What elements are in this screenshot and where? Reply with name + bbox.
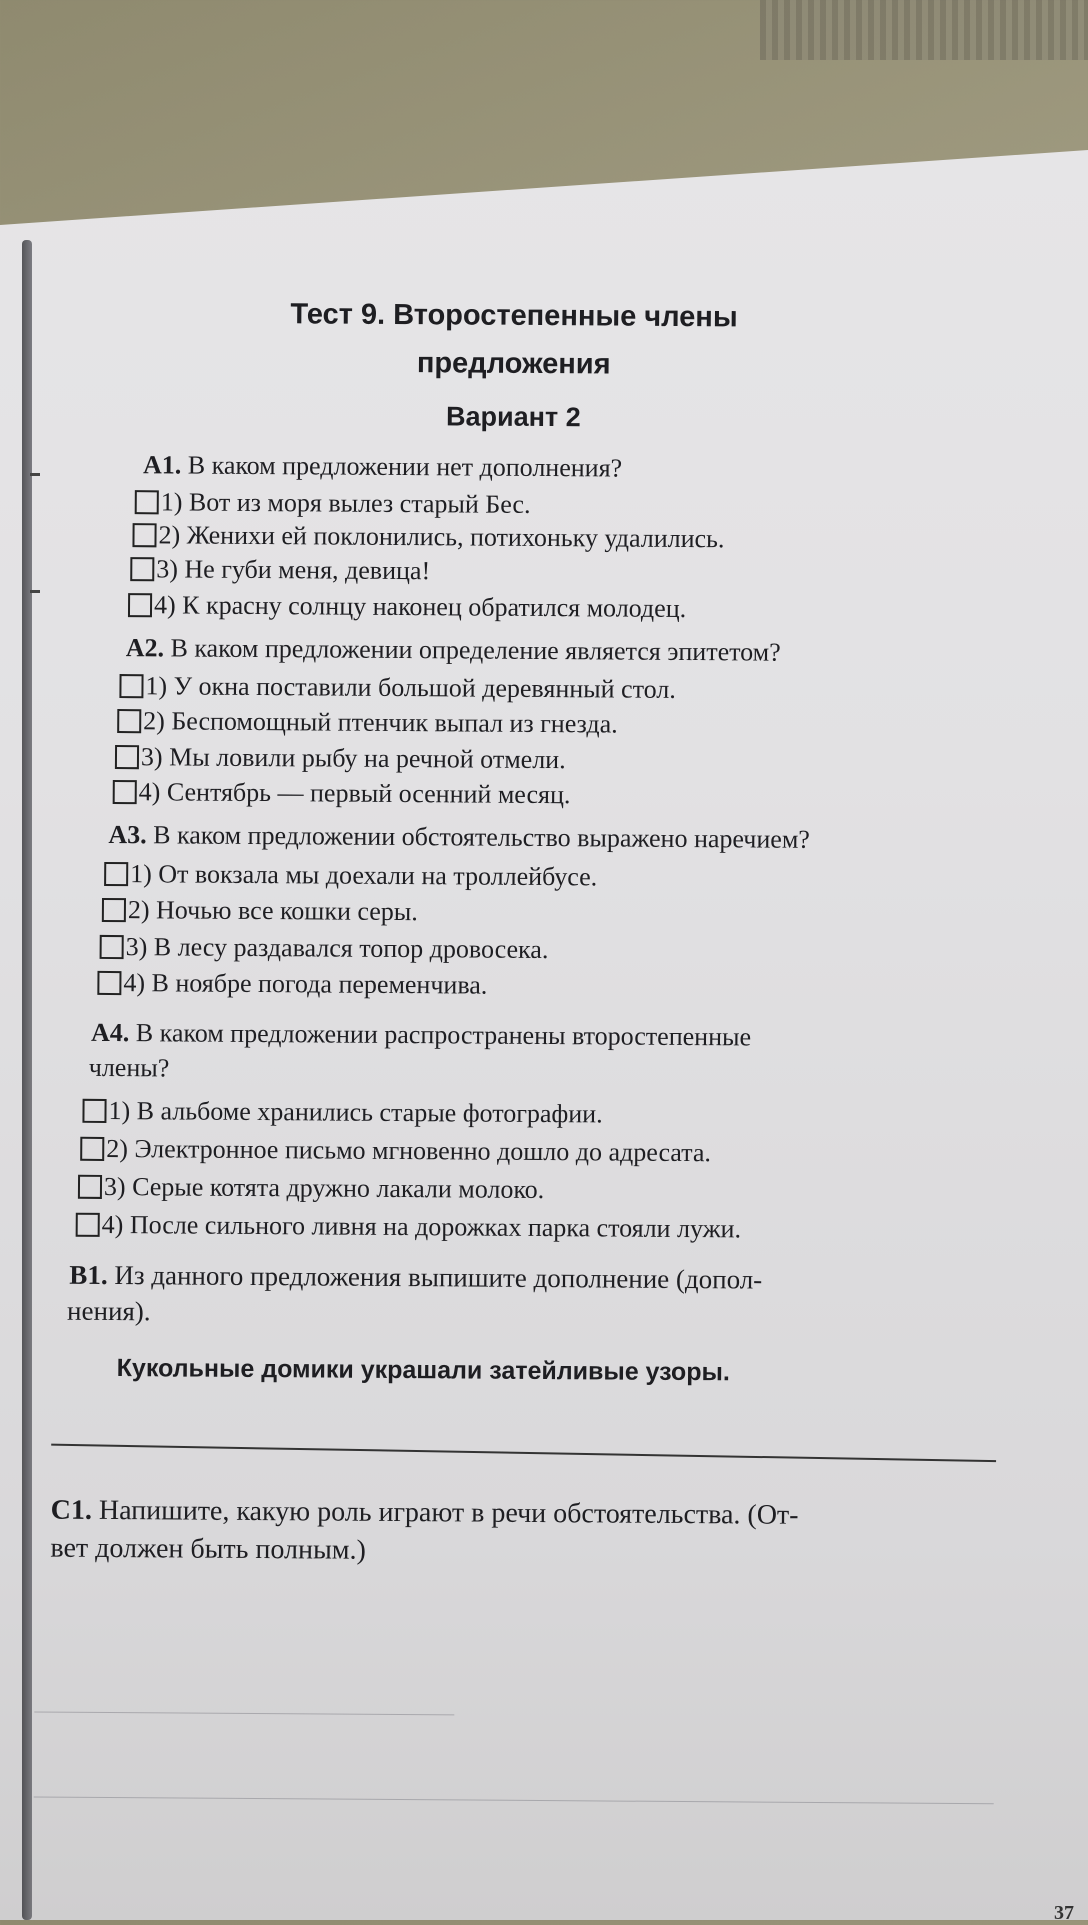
answer-checkbox[interactable] xyxy=(117,709,141,733)
question-a4-continued xyxy=(89,1052,999,1090)
option-label: 3) Не губи меня, девица! xyxy=(156,554,431,586)
answer-checkbox[interactable] xyxy=(104,862,128,886)
option-label: 1) От вокзала мы доехали на троллейбусе. xyxy=(130,859,598,892)
answer-checkbox[interactable] xyxy=(97,971,121,995)
option-a3-4[interactable] xyxy=(97,967,487,1002)
option-a1-1[interactable] xyxy=(135,486,531,521)
task-b1 xyxy=(69,1259,979,1297)
task-text-continued: нения). xyxy=(67,1295,151,1327)
page-title: Тест 9. Второстепенные члены xyxy=(290,298,738,334)
answer-checkbox[interactable] xyxy=(119,674,143,698)
task-text-continued: вет должен быть полным.) xyxy=(50,1532,367,1566)
question-number: А1. xyxy=(142,450,182,480)
question-text: В каком предложении нет дополнения? xyxy=(187,450,623,483)
task-number: С1. xyxy=(50,1494,93,1526)
option-a2-2[interactable] xyxy=(117,705,618,740)
answer-checkbox[interactable] xyxy=(100,935,124,959)
answer-line-c1[interactable] xyxy=(34,1796,994,1804)
option-a2-4[interactable] xyxy=(113,776,571,811)
question-a1 xyxy=(143,449,1053,487)
question-number: А3. xyxy=(108,819,147,850)
option-label: 4) К красну солнцу наконец обратился молодец. xyxy=(153,590,687,624)
option-label: 1) В альбоме хранились старые фотографии. xyxy=(108,1095,603,1129)
option-label: 4) Сентябрь — первый осенний месяц. xyxy=(138,777,571,810)
option-label: 3) Мы ловили рыбу на речной отмели. xyxy=(140,742,566,775)
option-label: 2) Ночью все кошки серы. xyxy=(127,895,418,927)
answer-checkbox[interactable] xyxy=(128,593,152,617)
question-number: А2. xyxy=(125,633,165,663)
answer-checkbox[interactable] xyxy=(113,780,137,804)
option-a1-3[interactable] xyxy=(130,553,430,587)
option-label: 4) После сильного ливня на дорожках парка стояли лужи. xyxy=(101,1209,742,1244)
question-text: В каком предложении распространены второстепенные xyxy=(135,1018,752,1052)
variant-label: Вариант 2 xyxy=(445,401,581,433)
answer-line-b1[interactable] xyxy=(51,1444,996,1462)
page-number: 37 xyxy=(1054,1902,1074,1924)
answer-checkbox[interactable] xyxy=(115,745,139,769)
question-a3 xyxy=(108,819,1018,857)
option-label: 2) Электронное письмо мгновенно дошло до адресата. xyxy=(106,1133,712,1168)
answer-checkbox[interactable] xyxy=(135,490,159,514)
option-label: 3) В лесу раздавался топор дровосека. xyxy=(125,932,549,965)
b1-sentence: Кукольные домики украшали затейливые узоры. xyxy=(116,1354,730,1387)
task-text: Напишите, какую роль играют в речи обстоятельства. (От- xyxy=(98,1494,799,1531)
task-c1 xyxy=(51,1495,961,1533)
answer-checkbox[interactable] xyxy=(82,1099,106,1123)
option-label: 2) Женихи ей поклонились, потихоньку удалились. xyxy=(158,520,725,554)
question-a2 xyxy=(126,632,1036,670)
question-text: В каком предложении определение является эпитетом? xyxy=(170,633,781,667)
task-number: В1. xyxy=(69,1259,108,1290)
option-label: 4) В ноябре погода переменчива. xyxy=(123,968,488,1000)
answer-checkbox[interactable] xyxy=(102,898,126,922)
option-a3-1[interactable] xyxy=(104,858,597,893)
option-a2-1[interactable] xyxy=(119,670,676,706)
option-a3-2[interactable] xyxy=(102,894,418,928)
answer-checkbox[interactable] xyxy=(132,523,156,547)
option-a3-3[interactable] xyxy=(100,931,549,966)
option-a4-4[interactable] xyxy=(76,1209,742,1246)
question-text-continued: члены? xyxy=(88,1052,170,1083)
task-c1-continued xyxy=(50,1533,960,1571)
answer-line-c1[interactable] xyxy=(34,1711,454,1715)
option-a4-1[interactable] xyxy=(82,1095,602,1131)
question-a4 xyxy=(91,1017,1001,1055)
option-label: 2) Беспомощный птенчик выпал из гнезда. xyxy=(143,706,618,739)
answer-checkbox[interactable] xyxy=(76,1213,100,1237)
option-a2-3[interactable] xyxy=(115,741,566,776)
page-title-line2: предложения xyxy=(416,347,611,381)
question-number: А4. xyxy=(90,1017,130,1048)
option-a1-2[interactable] xyxy=(132,519,724,555)
question-text: В каком предложении обстоятельство выражено наречием? xyxy=(153,820,810,854)
answer-checkbox[interactable] xyxy=(80,1137,104,1161)
option-label: 1) У окна поставили большой деревянный стол. xyxy=(145,671,676,704)
task-b1-continued xyxy=(67,1295,977,1333)
option-a4-2[interactable] xyxy=(80,1133,711,1169)
option-label: 1) Вот из моря вылез старый Бес. xyxy=(160,487,531,519)
answer-checkbox[interactable] xyxy=(78,1175,102,1199)
option-label: 3) Серые котята дружно лакали молоко. xyxy=(103,1171,545,1205)
task-text: Из данного предложения выпишите дополнение (допол- xyxy=(114,1260,763,1295)
answer-checkbox[interactable] xyxy=(130,557,154,581)
option-a1-4[interactable] xyxy=(128,589,686,625)
option-a4-3[interactable] xyxy=(78,1171,544,1206)
